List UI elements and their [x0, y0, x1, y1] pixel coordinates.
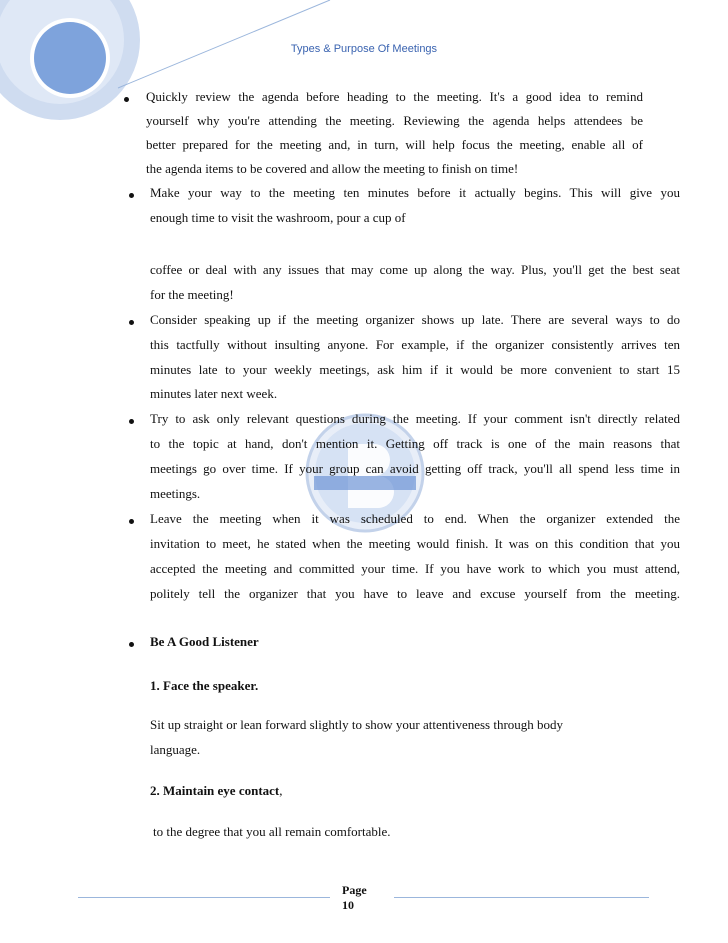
paragraph-line: coffee or deal with any issues that may come up along the way. Plus, you'll get the best seat: [150, 262, 680, 277]
footer-rule-left: [78, 897, 330, 898]
step-title-comma: ,: [279, 783, 283, 798]
paragraph-line: Quickly review the agenda before heading to the meeting. It's a good idea to remind: [146, 89, 643, 104]
paragraph-line: language.: [150, 742, 201, 757]
paragraph-line: the agenda items to be covered and allow the meeting to finish on time!: [146, 161, 519, 176]
bullet-dot: [129, 419, 134, 424]
page-label: Page: [342, 883, 367, 897]
step-title: 1. Face the speaker.: [150, 678, 259, 693]
paragraph-line: Make your way to the meeting ten minutes before it actually begins. This will give you: [150, 185, 680, 200]
paragraph-line: meetings.: [150, 486, 201, 501]
paragraph-line: Sit up straight or lean forward slightly to show your attentiveness through body: [150, 717, 564, 732]
paragraph-line: meetings go over time. If your group can avoid getting off track, you'll all spend less time in: [150, 461, 680, 476]
paragraph-line: minutes later next week.: [150, 386, 278, 401]
running-header: Types & Purpose Of Meetings: [290, 43, 438, 55]
paragraph-line: Consider speaking up if the meeting organizer shows up late. There are several ways to do: [150, 312, 680, 327]
section-heading: Be A Good Listener: [150, 634, 259, 649]
step-title-row: [150, 783, 283, 799]
bullet-dot: [129, 519, 134, 524]
paragraph-line: Try to ask only relevant questions during the meeting. If your comment isn't directly related: [150, 411, 680, 426]
step-title: 2. Maintain eye contact: [150, 783, 280, 798]
bullet-dot: [129, 193, 134, 198]
page-number: [342, 883, 367, 913]
paragraph-line: Leave the meeting when it was scheduled to end. When the organizer extended the: [150, 511, 680, 526]
paragraph-line: enough time to visit the washroom, pour a cup of: [150, 210, 406, 225]
page-number-value: 10: [342, 898, 354, 912]
paragraph-line: invitation to meet, he stated when the meeting would finish. It was on this condition that you: [150, 536, 680, 551]
paragraph-line: for the meeting!: [150, 287, 234, 302]
paragraph-line: minutes late to your weekly meetings, ask him if it would be more convenient to start 15: [150, 362, 680, 377]
bullet-dot: [129, 320, 134, 325]
paragraph-line: yourself why you're attending the meeting. Reviewing the agenda helps attendees be: [146, 113, 643, 128]
bullet-dot: [129, 642, 134, 647]
paragraph-line: better prepared for the meeting and, in turn, will help focus the meeting, enable all of: [146, 137, 643, 152]
paragraph-line: to the topic at hand, don't mention it. Getting off track is one of the main reasons that: [150, 436, 680, 451]
bullet-dot: [124, 97, 129, 102]
paragraph-line: accepted the meeting and committed your time. If you have work to which you must attend,: [150, 561, 680, 576]
paragraph-line: to the degree that you all remain comfortable.: [153, 824, 391, 839]
paragraph-line: politely tell the organizer that you have to leave and excuse yourself from the meeting.: [150, 586, 680, 601]
footer-rule-right: [394, 897, 649, 898]
paragraph-line: this tactfully without insulting anyone. For example, if the organizer consistently arrives ten: [150, 337, 680, 352]
